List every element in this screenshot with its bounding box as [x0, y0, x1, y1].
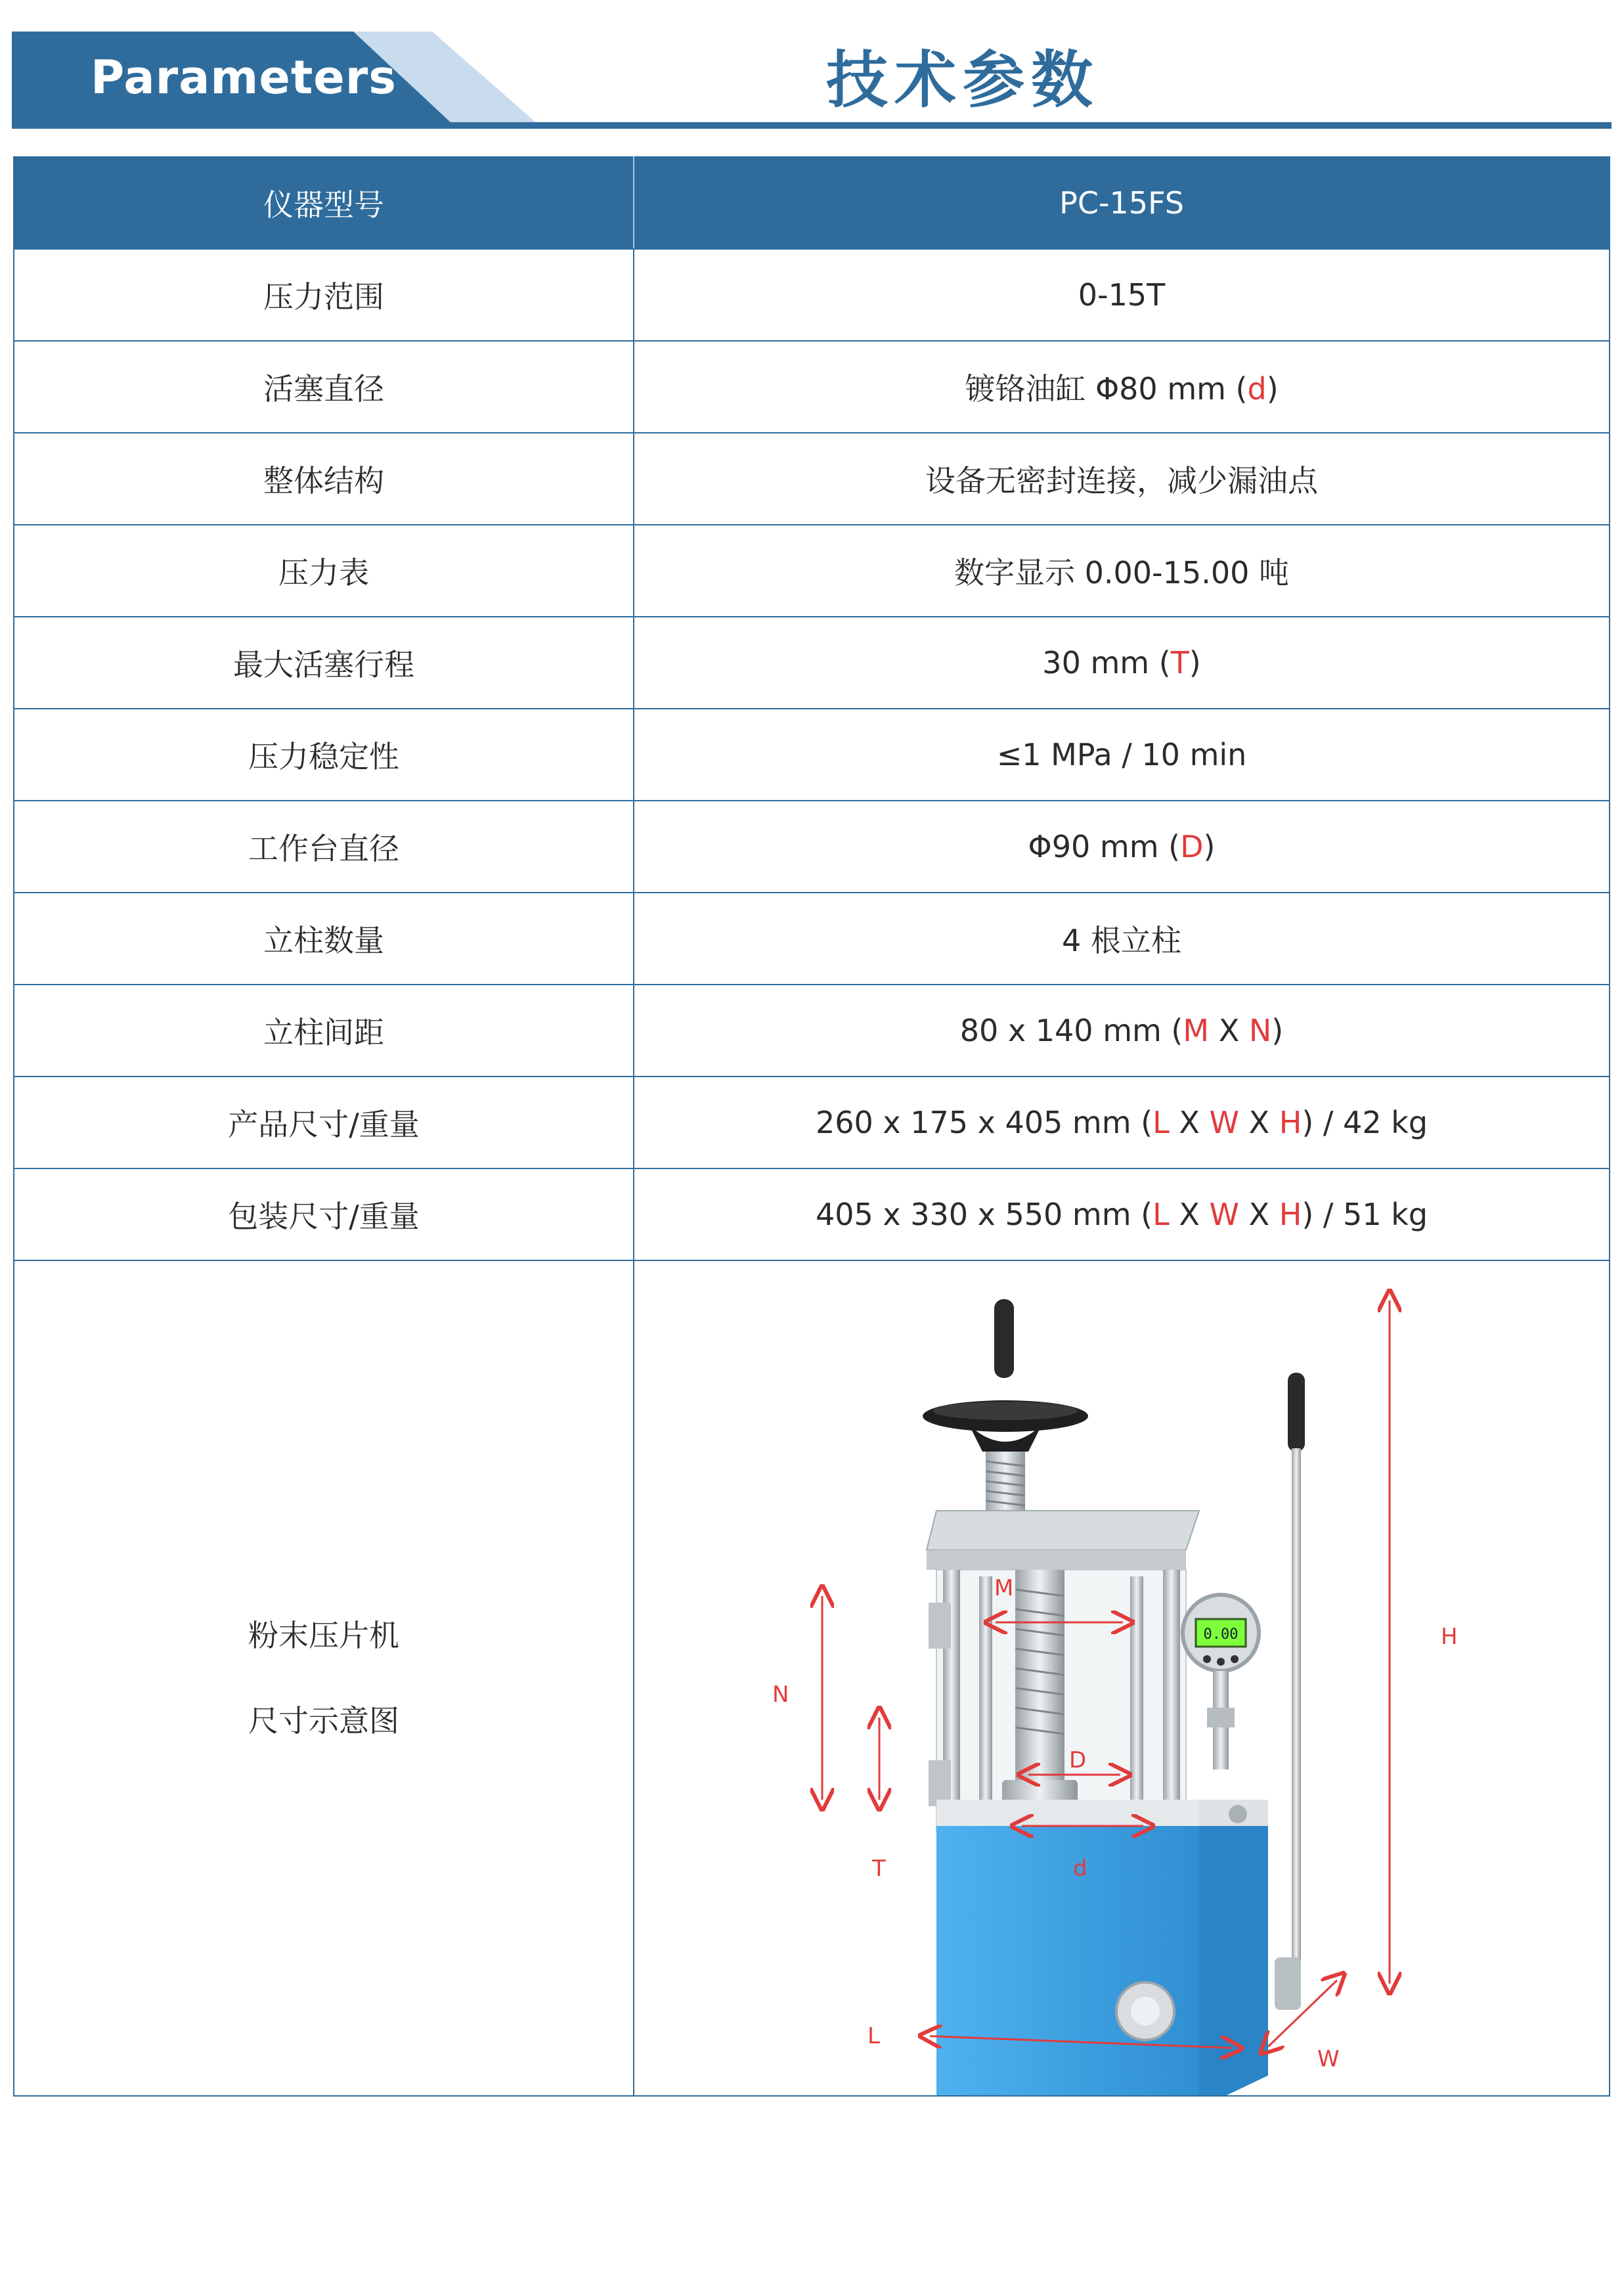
press-diagram [634, 1261, 1612, 2095]
diagram-label-cell [14, 1260, 634, 2096]
value-text: 405 x 330 x 550 mm ( [815, 1197, 1153, 1232]
row-label: 产品尺寸/重量 [14, 1077, 634, 1168]
row-label: 立柱数量 [14, 893, 634, 985]
header-title-cn: 技术参数 [826, 45, 1100, 116]
dim-label-H: H [1441, 1624, 1458, 1650]
lever [1292, 1448, 1301, 1967]
lever-grip [1288, 1373, 1305, 1452]
table-row [14, 1077, 1610, 1168]
dim-label-T: T [872, 1856, 886, 1882]
dimension-marker: T [1170, 645, 1189, 680]
value-text: ) / 51 kg [1302, 1197, 1428, 1232]
value-text: ) [1189, 645, 1201, 680]
dim-label-M: M [994, 1575, 1014, 1601]
row-label: 压力范围 [14, 249, 634, 341]
dim-label-D: D [1069, 1747, 1087, 1773]
row-value [634, 617, 1610, 709]
diagram-cell [634, 1260, 1610, 2096]
dim-label-W: W [1317, 2046, 1340, 2072]
header-title-en: Parameters [91, 51, 397, 104]
column [979, 1576, 992, 1826]
table-row [14, 341, 1610, 433]
dimension-marker: D [1180, 829, 1204, 864]
value-text: 80 x 140 mm ( [959, 1013, 1183, 1048]
dim-label-N: N [772, 1681, 789, 1708]
diagram-label-line2: 尺寸示意图 [248, 1703, 399, 1739]
value-text: 30 mm ( [1042, 645, 1171, 680]
column [1163, 1570, 1180, 1833]
table-row [14, 893, 1610, 985]
handwheel-grip [994, 1299, 1014, 1378]
row-label: 整体结构 [14, 433, 634, 525]
table-header-row [14, 157, 1610, 249]
table-row [14, 433, 1610, 525]
row-value [634, 1168, 1610, 1260]
table-row [14, 709, 1610, 801]
top-plate [927, 1511, 1199, 1550]
spec-table [13, 156, 1610, 2097]
row-label: 工作台直径 [14, 801, 634, 893]
header-label-cell: 仪器型号 [14, 157, 634, 249]
header-divider [12, 122, 1612, 129]
value-text: 260 x 175 x 405 mm ( [815, 1105, 1153, 1140]
table-row [14, 249, 1610, 341]
dimension-marker: W [1209, 1197, 1239, 1232]
dimension-marker: N [1248, 1013, 1272, 1048]
dimension-marker: H [1279, 1197, 1302, 1232]
value-text: 镀铬油缸 Φ80 mm ( [965, 371, 1248, 407]
dimension-marker: L [1152, 1197, 1170, 1232]
table-row [14, 617, 1610, 709]
row-label: 活塞直径 [14, 341, 634, 433]
value-text: ) [1271, 1013, 1284, 1048]
dimension-marker: d [1247, 371, 1267, 407]
press-machine-illustration [634, 1261, 1612, 2095]
row-label: 压力稳定性 [14, 709, 634, 801]
dimension-marker: L [1152, 1105, 1170, 1140]
row-label: 压力表 [14, 525, 634, 617]
row-label: 包装尺寸/重量 [14, 1168, 634, 1260]
row-value [634, 801, 1610, 893]
row-value: 设备无密封连接，减少漏油点 [634, 433, 1610, 525]
dim-label-d: d [1073, 1856, 1087, 1882]
header-tab [12, 32, 563, 123]
value-text: X [1169, 1105, 1210, 1140]
value-text: ) / 42 kg [1302, 1105, 1428, 1140]
value-text: ) [1203, 829, 1216, 864]
diagram-label-line1: 粉末压片机 [248, 1618, 399, 1653]
table-row [14, 1168, 1610, 1260]
piston-screw [1015, 1570, 1064, 1787]
value-text: Φ90 mm ( [1028, 829, 1181, 864]
row-label: 立柱间距 [14, 985, 634, 1077]
row-value [634, 341, 1610, 433]
gauge-reading: 0.00 [1203, 1626, 1239, 1643]
row-value: 0-15T [634, 249, 1610, 341]
row-value [634, 1077, 1610, 1168]
dim-label-L: L [867, 2023, 880, 2049]
page-header [12, 32, 1612, 129]
column [1130, 1576, 1143, 1826]
table-row [14, 985, 1610, 1077]
pump-base [936, 1826, 1199, 2095]
table-row [14, 525, 1610, 617]
dimension-marker: H [1279, 1105, 1302, 1140]
value-text: X [1169, 1197, 1210, 1232]
header-value-cell: PC-15FS [634, 157, 1610, 249]
value-text: X [1209, 1013, 1249, 1048]
row-label: 最大活塞行程 [14, 617, 634, 709]
value-text: ) [1266, 371, 1279, 407]
dimension-marker: M [1183, 1013, 1210, 1048]
row-value: ≤1 MPa / 10 min [634, 709, 1610, 801]
diagram-row [14, 1260, 1610, 2096]
value-text: X [1239, 1197, 1279, 1232]
row-value [634, 985, 1610, 1077]
value-text: X [1239, 1105, 1279, 1140]
row-value: 4 根立柱 [634, 893, 1610, 985]
table-row [14, 801, 1610, 893]
dimension-marker: W [1209, 1105, 1239, 1140]
row-value: 数字显示 0.00-15.00 吨 [634, 525, 1610, 617]
